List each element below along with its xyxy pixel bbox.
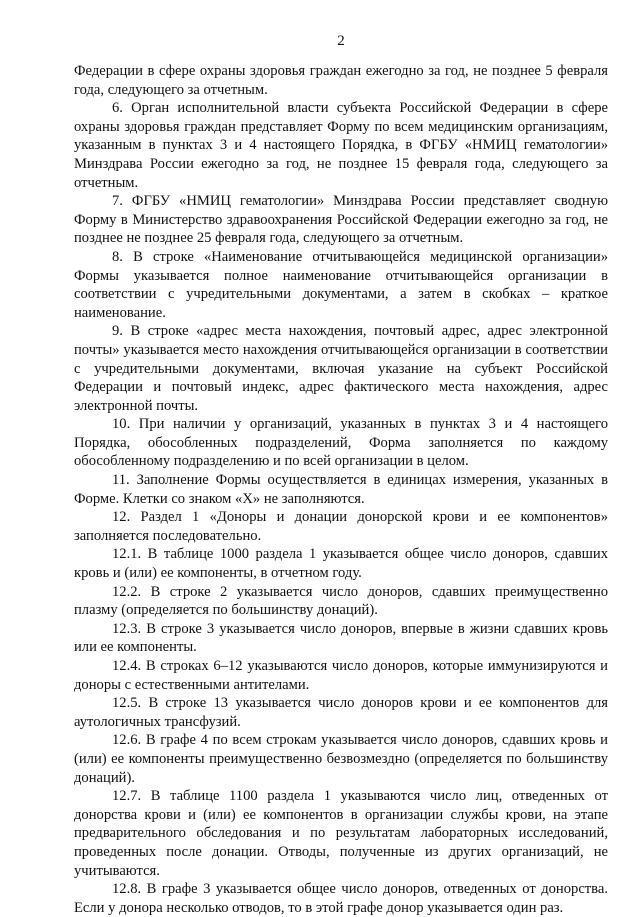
paragraph-continuation: Федерации в сфере охраны здоровья граждан ежегодно за год, не позднее 5 февраля года, следующего за отчетным.: [74, 63, 608, 98]
paragraph-7: 7. ФГБУ «НМИЦ гематологии» Минздрава России представляет сводную Форму в Министерство здравоохранения Российской Федерации ежегодно за год, не позднее не позднее 25 февраля года, следующего за отчетным.: [74, 193, 608, 247]
paragraph-10: 10. При наличии у организаций, указанных в пунктах 3 и 4 настоящего Порядка, обособленных подразделений, Форма заполняется по каждому обособленному подразделению и по всей организации в целом.: [74, 416, 608, 470]
page-number: 2: [337, 33, 345, 49]
paragraph-12-1: 12.1. В таблице 1000 раздела 1 указывается общее число доноров, сдавших кровь и (или) ее компоненты, в отчетном году.: [74, 546, 608, 582]
paragraph-11: 11. Заполнение Формы осуществляется в единицах измерения, указанных в Форме. Клетки со знаком «Х» не заполняются.: [74, 472, 608, 507]
paragraph-12: 12. Раздел 1 «Доноры и донации донорской крови и ее компонентов» заполняется последовательно.: [74, 509, 608, 544]
paragraph-12-6: 12.6. В графе 4 по всем строкам указывается число доноров, сдавших кровь и (или) ее компоненты преимущественно безвозмездно (определяется по большинству донаций).: [74, 732, 608, 786]
paragraph-8: 8. В строке «Наименование отчитывающейся медицинской организации» Формы указывается полное наименование отчитывающейся организации в соответствии с учредительными документами, а затем в скобках – краткое наименование.: [74, 248, 608, 321]
paragraph-12-2: 12.2. В строке 2 указывается число доноров, сдавших преимущественно плазму (определяется по большинству донаций).: [74, 583, 608, 619]
paragraph-12-8: 12.8. В графе 3 указывается общее число доноров, отведенных от донорства. Если у донора несколько отводов, то в этой графе донор указывается один раз.: [74, 881, 608, 916]
paragraph-6: 6. Орган исполнительной власти субъекта Российской Федерации в сфере охраны здоровья граждан представляет Форму по всем медицинским организациям, указанным в пунктах 3 и 4 настоящего Порядка, в ФГБУ «НМИЦ гематологии» Минздрава России ежегодно за год, не позднее 15 февраля года, следующего за отчетным.: [74, 100, 608, 191]
paragraph-12-5: 12.5. В строке 13 указывается число доноров крови и ее компонентов для аутологичных трансфузий.: [74, 695, 608, 730]
paragraph-12-7: 12.7. В таблице 1100 раздела 1 указываются число лиц, отведенных от донорства крови и (или) ее компонентов в организации службы крови, на этапе предварительного обследования и по результатам лабораторных исследований, проведенных после донации. Отводы, полученные из других организаций, не учитываются.: [74, 788, 608, 879]
paragraph-12-4: 12.4. В строках 6–12 указываются число доноров, которые иммунизируются и доноры с естественными антителами.: [74, 658, 608, 693]
paragraph-9: 9. В строке «адрес места нахождения, почтовый адрес, адрес электронной почты» указывается место нахождения отчитывающейся организации в соответствии с учредительными документами, включая указание на субъект Российской Федерации и почтовый индекс, адрес фактического места нахождения, адрес электронной почты.: [74, 323, 608, 414]
document-body: [74, 62, 608, 917]
paragraph-12-3: 12.3. В строке 3 указывается число доноров, впервые в жизни сдавших кровь или ее компоненты.: [74, 620, 608, 656]
